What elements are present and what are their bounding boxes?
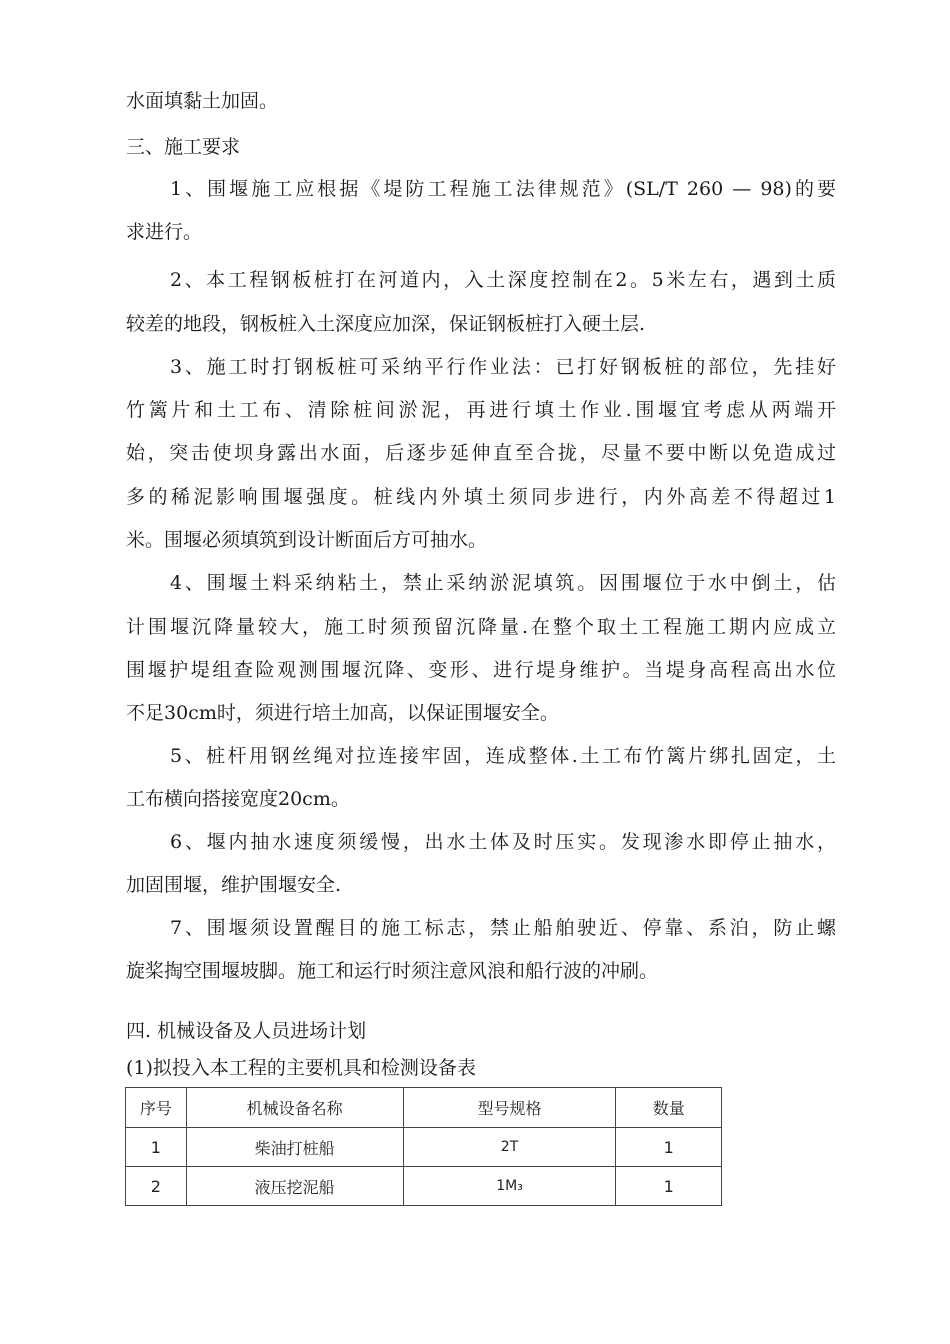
- item-2-line-1: 2、本工程钢板桩打在河道内，入土深度控制在2。5米左右，遇到土质: [170, 269, 836, 291]
- item-1-line-1: 1、围堰施工应根据《堤防工程施工法律规范》(SL/T 260 — 98)的要: [170, 178, 836, 200]
- header-index: 序号: [126, 1088, 187, 1128]
- table-row: [126, 1167, 722, 1206]
- item-5-line-1: 5、桩杆用钢丝绳对拉连接牢固，连成整体.土工布竹篱片绑扎固定，土: [170, 745, 836, 767]
- item-3-line-4: 多的稀泥影响围堰强度。桩线内外填土须同步进行，内外高差不得超过1: [126, 486, 836, 508]
- table-header-row: [126, 1088, 722, 1128]
- row-index: 2: [126, 1167, 187, 1206]
- header-equipment-name: 机械设备名称: [186, 1088, 403, 1128]
- header-quantity: 数量: [616, 1088, 722, 1128]
- item-3-line-5: 米。围堰必须填筑到设计断面后方可抽水。: [126, 529, 488, 551]
- item-3-line-2: 竹篱片和土工布、清除桩间淤泥，再进行填土作业.围堰宜考虑从两端开: [126, 399, 836, 421]
- row-quantity: 1: [616, 1167, 722, 1206]
- row-quantity: 1: [616, 1128, 722, 1167]
- item-4-line-2: 计围堰沉降量较大，施工时须预留沉降量.在整个取土工程施工期内应成立: [126, 616, 836, 638]
- row-index: 1: [126, 1128, 187, 1167]
- row-equipment-name: 柴油打桩船: [186, 1128, 403, 1167]
- section-4-title: 四. 机械设备及人员进场计划: [126, 1020, 367, 1042]
- item-4-line-4: 不足30cm时，须进行培土加高，以保证围堰安全。: [126, 702, 559, 724]
- item-6-line-1: 6、堰内抽水速度须缓慢，出水土体及时压实。发现渗水即停止抽水，: [170, 831, 836, 853]
- item-4-line-1: 4、围堰土料采纳粘土，禁止采纳淤泥填筑。因围堰位于水中倒土，估: [170, 572, 836, 594]
- item-4-line-3: 围堰护堤组查险观测围堰沉降、变形、进行堤身维护。当堤身高程高出水位: [126, 659, 836, 681]
- section-4-subtitle: (1)拟投入本工程的主要机具和检测设备表: [126, 1057, 476, 1079]
- item-7-line-1: 7、围堰须设置醒目的施工标志，禁止船舶驶近、停靠、系泊，防止螺: [170, 917, 836, 939]
- item-3-line-3: 始，突击使坝身露出水面，后逐步延伸直至合拢，尽量不要中断以免造成过: [126, 442, 836, 464]
- row-model-spec: 1M₃: [403, 1167, 616, 1206]
- item-7-line-2: 旋桨掏空围堰坡脚。施工和运行时须注意风浪和船行波的冲刷。: [126, 960, 659, 982]
- section-tail-text: 水面填黏土加固。: [126, 90, 279, 112]
- row-equipment-name: 液压挖泥船: [186, 1167, 403, 1206]
- section-3-title: 三、施工要求: [126, 136, 241, 158]
- item-3-line-1: 3、施工时打钢板桩可采纳平行作业法：已打好钢板桩的部位，先挂好: [170, 356, 836, 378]
- table-row: [126, 1128, 722, 1167]
- item-2-line-2: 较差的地段，钢板桩入土深度应加深，保证钢板桩打入硬土层.: [126, 313, 646, 335]
- row-model-spec: 2T: [403, 1128, 616, 1167]
- equipment-table: [125, 1087, 722, 1206]
- item-5-line-2: 工布横向搭接宽度20cm。: [126, 788, 350, 810]
- header-model-spec: 型号规格: [403, 1088, 616, 1128]
- item-1-line-2: 求进行。: [126, 221, 203, 243]
- item-6-line-2: 加固围堰，维护围堰安全.: [126, 874, 342, 896]
